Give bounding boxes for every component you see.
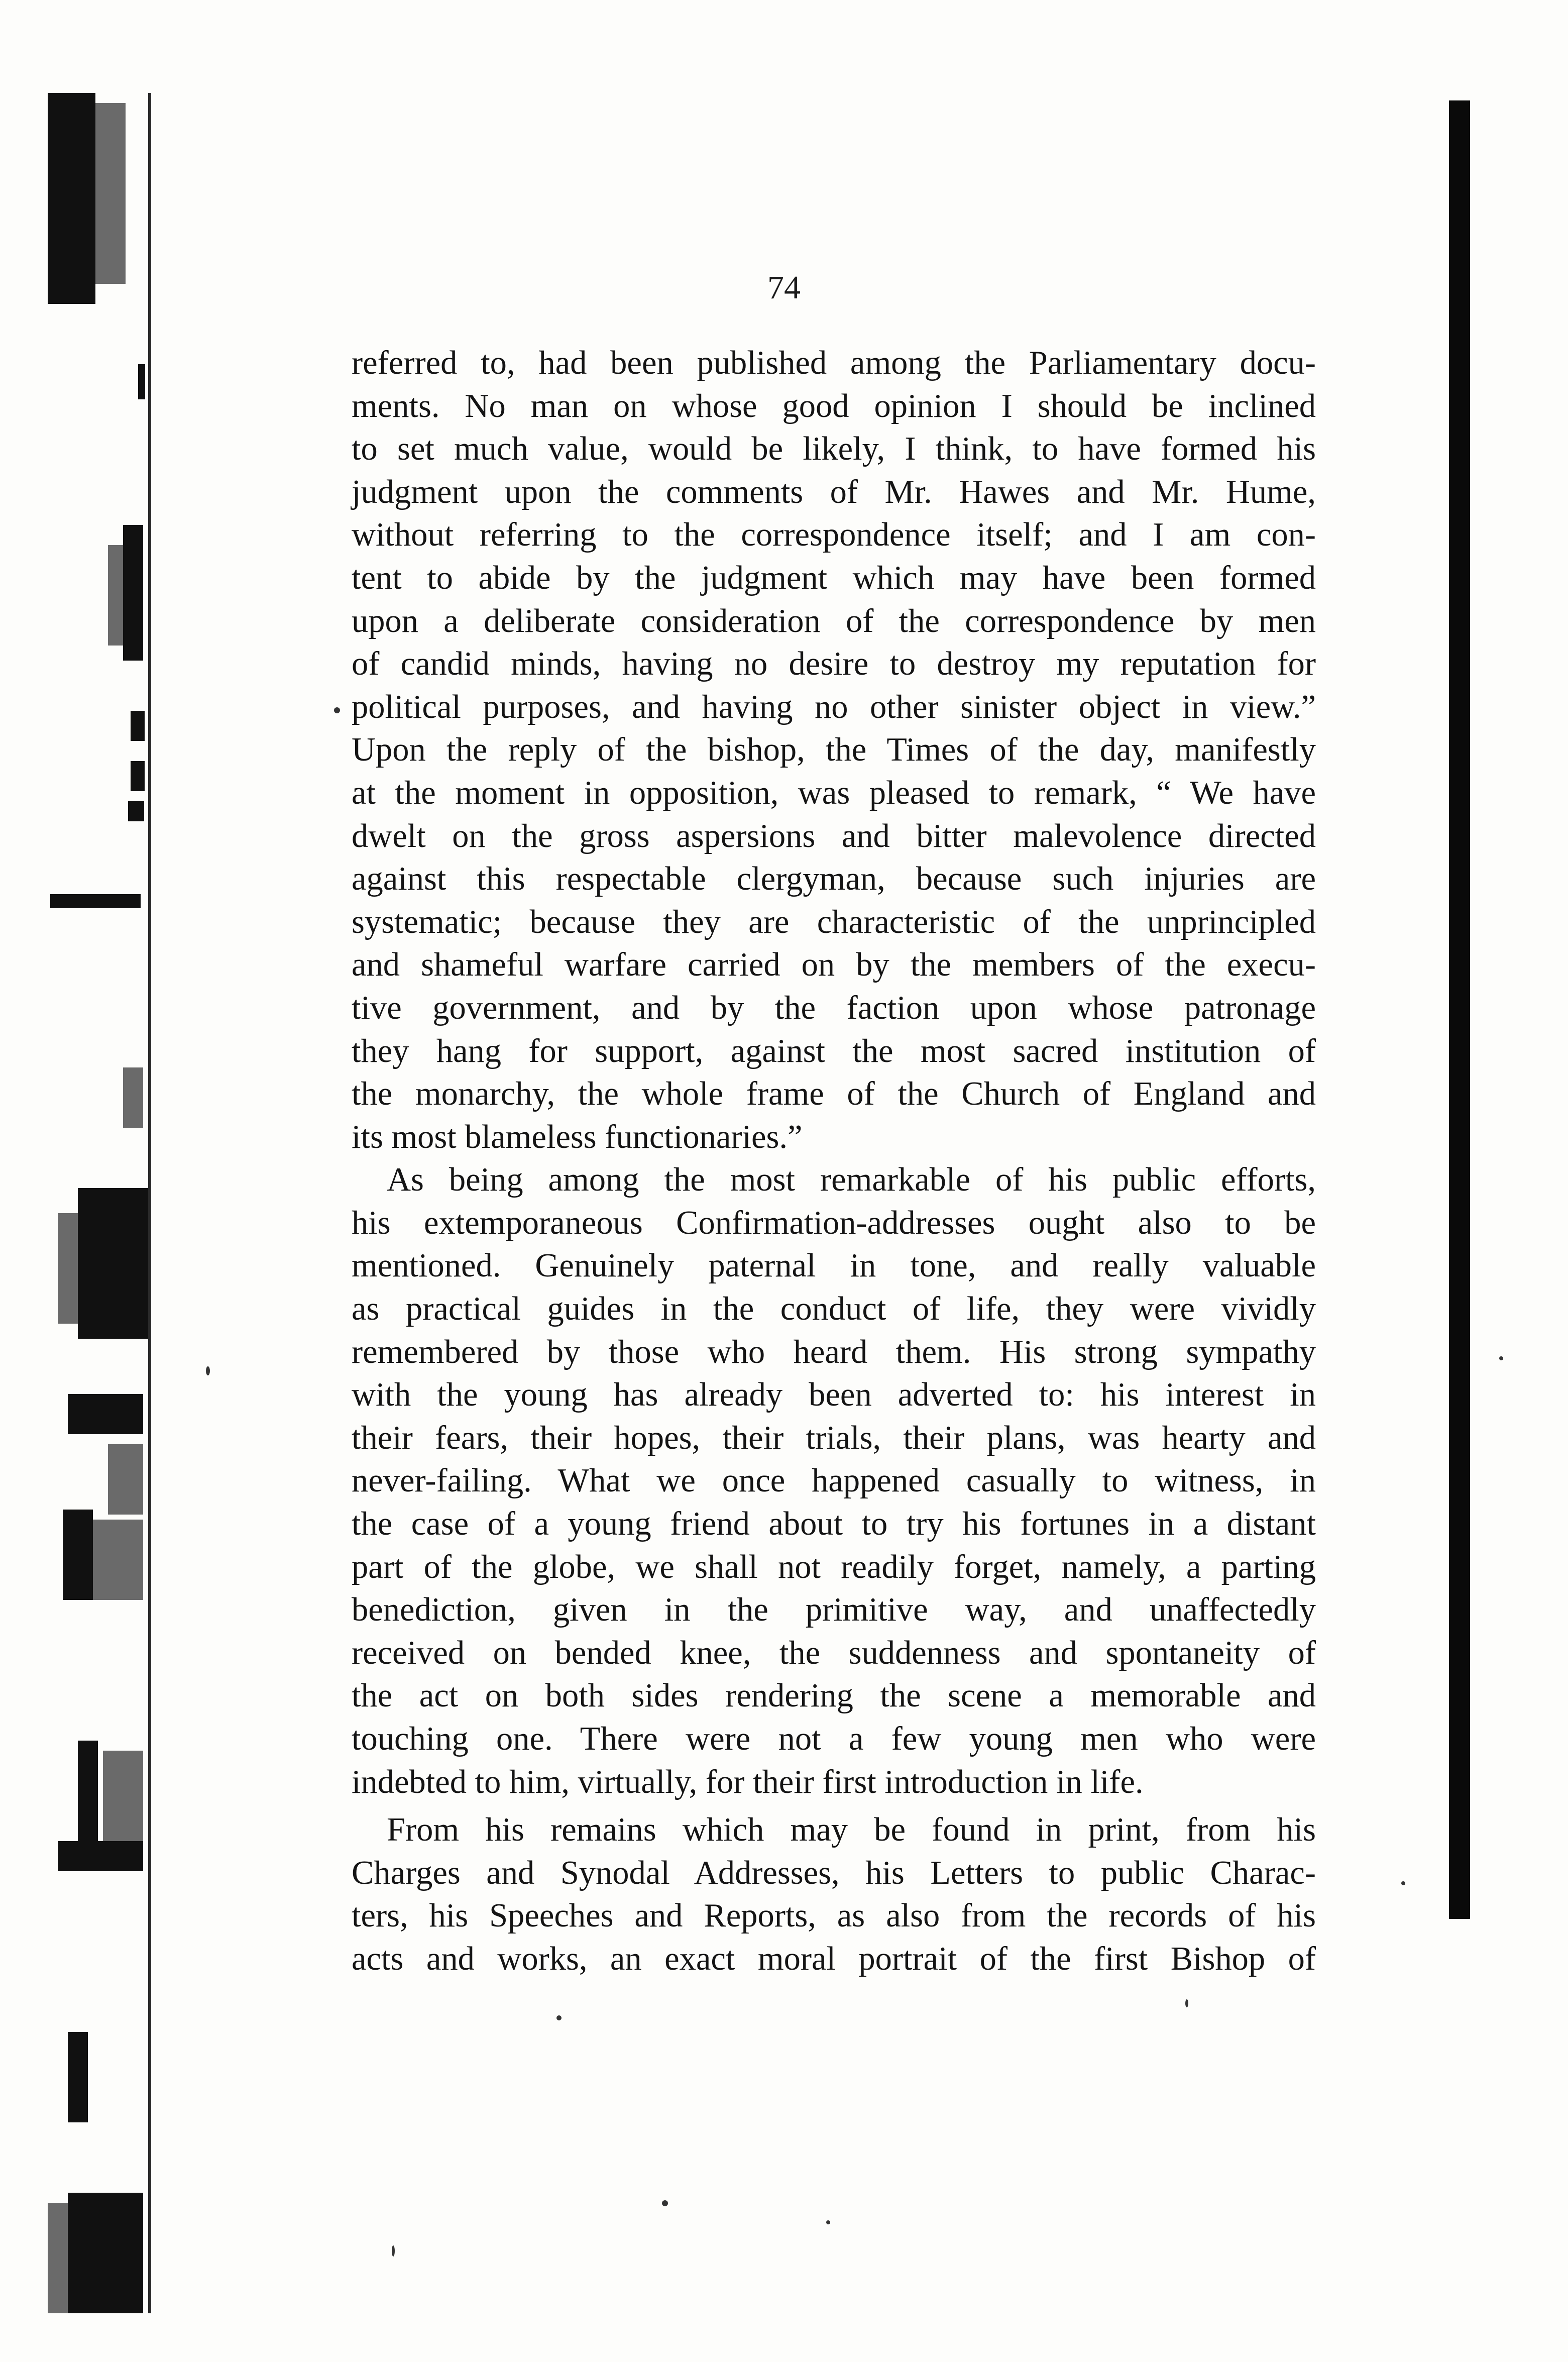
text-line: ters, his Speeches and Reports, as also from the records of his xyxy=(352,1897,1316,1935)
paragraph-confirmation-addresses xyxy=(352,1158,1316,1803)
text-line: acts and works, an exact moral portrait of the first Bishop of xyxy=(352,1940,1316,1977)
text-line: upon a deliberate consideration of the correspondence by men xyxy=(352,602,1316,639)
text-line: Charges and Synodal Addresses, his Letters to public Charac- xyxy=(352,1854,1316,1891)
text-line: never-failing. What we once happened casually to witness, in xyxy=(352,1462,1316,1499)
text-line: they hang for support, against the most sacred institution of xyxy=(352,1032,1316,1069)
text-line: part of the globe, we shall not readily forget, namely, a parting xyxy=(352,1548,1316,1585)
text-line: touching one. There were not a few young men who were xyxy=(352,1721,1316,1757)
text-line: benediction, given in the primitive way, and unaffectedly xyxy=(352,1591,1316,1629)
text-line: indebted to him, virtually, for their first introduction in life. xyxy=(352,1763,1144,1800)
text-line: and shameful warfare carried on by the members of the execu- xyxy=(352,946,1316,984)
text-line: the act on both sides rendering the scene a memorable and xyxy=(352,1677,1316,1714)
text-line: his extemporaneous Confirmation-addresses ought also to be xyxy=(352,1204,1316,1241)
text-line: to set much value, would be likely, I think, to have formed his xyxy=(352,431,1316,468)
text-line: From his remains which may be found in print, from his xyxy=(387,1811,1316,1849)
text-line: dwelt on the gross aspersions and bitter malevolence directed xyxy=(352,817,1316,854)
text-line: systematic; because they are characteristic of the unprincipled xyxy=(352,903,1316,940)
text-line: judgment upon the comments of Mr. Hawes and Mr. Hume, xyxy=(352,473,1316,510)
text-line: mentioned. Genuinely paternal in tone, and really valuable xyxy=(352,1247,1316,1284)
text-line: referred to, had been published among the Parliamentary docu- xyxy=(352,345,1316,381)
text-line: tent to abide by the judgment which may have been formed xyxy=(352,559,1316,596)
text-line: against this respectable clergyman, because such injuries are xyxy=(352,861,1316,898)
text-line: ments. No man on whose good opinion I should be inclined xyxy=(352,387,1316,424)
text-line: As being among the most remarkable of his public efforts, xyxy=(387,1161,1316,1199)
paragraph-remains xyxy=(352,1808,1316,1980)
text-line: received on bended knee, the suddenness and spontaneity of xyxy=(352,1634,1316,1671)
body-text xyxy=(352,342,1316,1981)
text-line: political purposes, and having no other sinister object in view.” xyxy=(352,688,1316,725)
text-line: its most blameless functionaries.” xyxy=(352,1118,803,1155)
text-line: remembered by those who heard them. His strong sympathy xyxy=(352,1333,1316,1370)
text-line: the case of a young friend about to try his fortunes in a distant xyxy=(352,1506,1316,1543)
text-line: their fears, their hopes, their trials, their plans, was hearty and xyxy=(352,1419,1316,1456)
text-line: without referring to the correspondence itself; and I am con- xyxy=(352,516,1316,554)
scanned-right-edge xyxy=(1449,100,1470,1919)
text-line: with the young has already been adverted to: his interest in xyxy=(352,1376,1316,1414)
text-line: at the moment in opposition, was pleased to remark, “ We have xyxy=(352,774,1316,811)
text-line: Upon the reply of the bishop, the Times of the day, manifestly xyxy=(352,731,1316,769)
page-number: 74 xyxy=(767,269,801,306)
text-line: of candid minds, having no desire to destroy my reputation for xyxy=(352,646,1316,683)
scanned-binding-edge xyxy=(48,93,156,2313)
text-line: tive government, and by the faction upon whose patronage xyxy=(352,989,1316,1026)
paragraph-continued xyxy=(352,342,1316,1158)
text-line: the monarchy, the whole frame of the Church of England and xyxy=(352,1076,1316,1113)
text-line: as practical guides in the conduct of life, they were vividly xyxy=(352,1291,1316,1328)
